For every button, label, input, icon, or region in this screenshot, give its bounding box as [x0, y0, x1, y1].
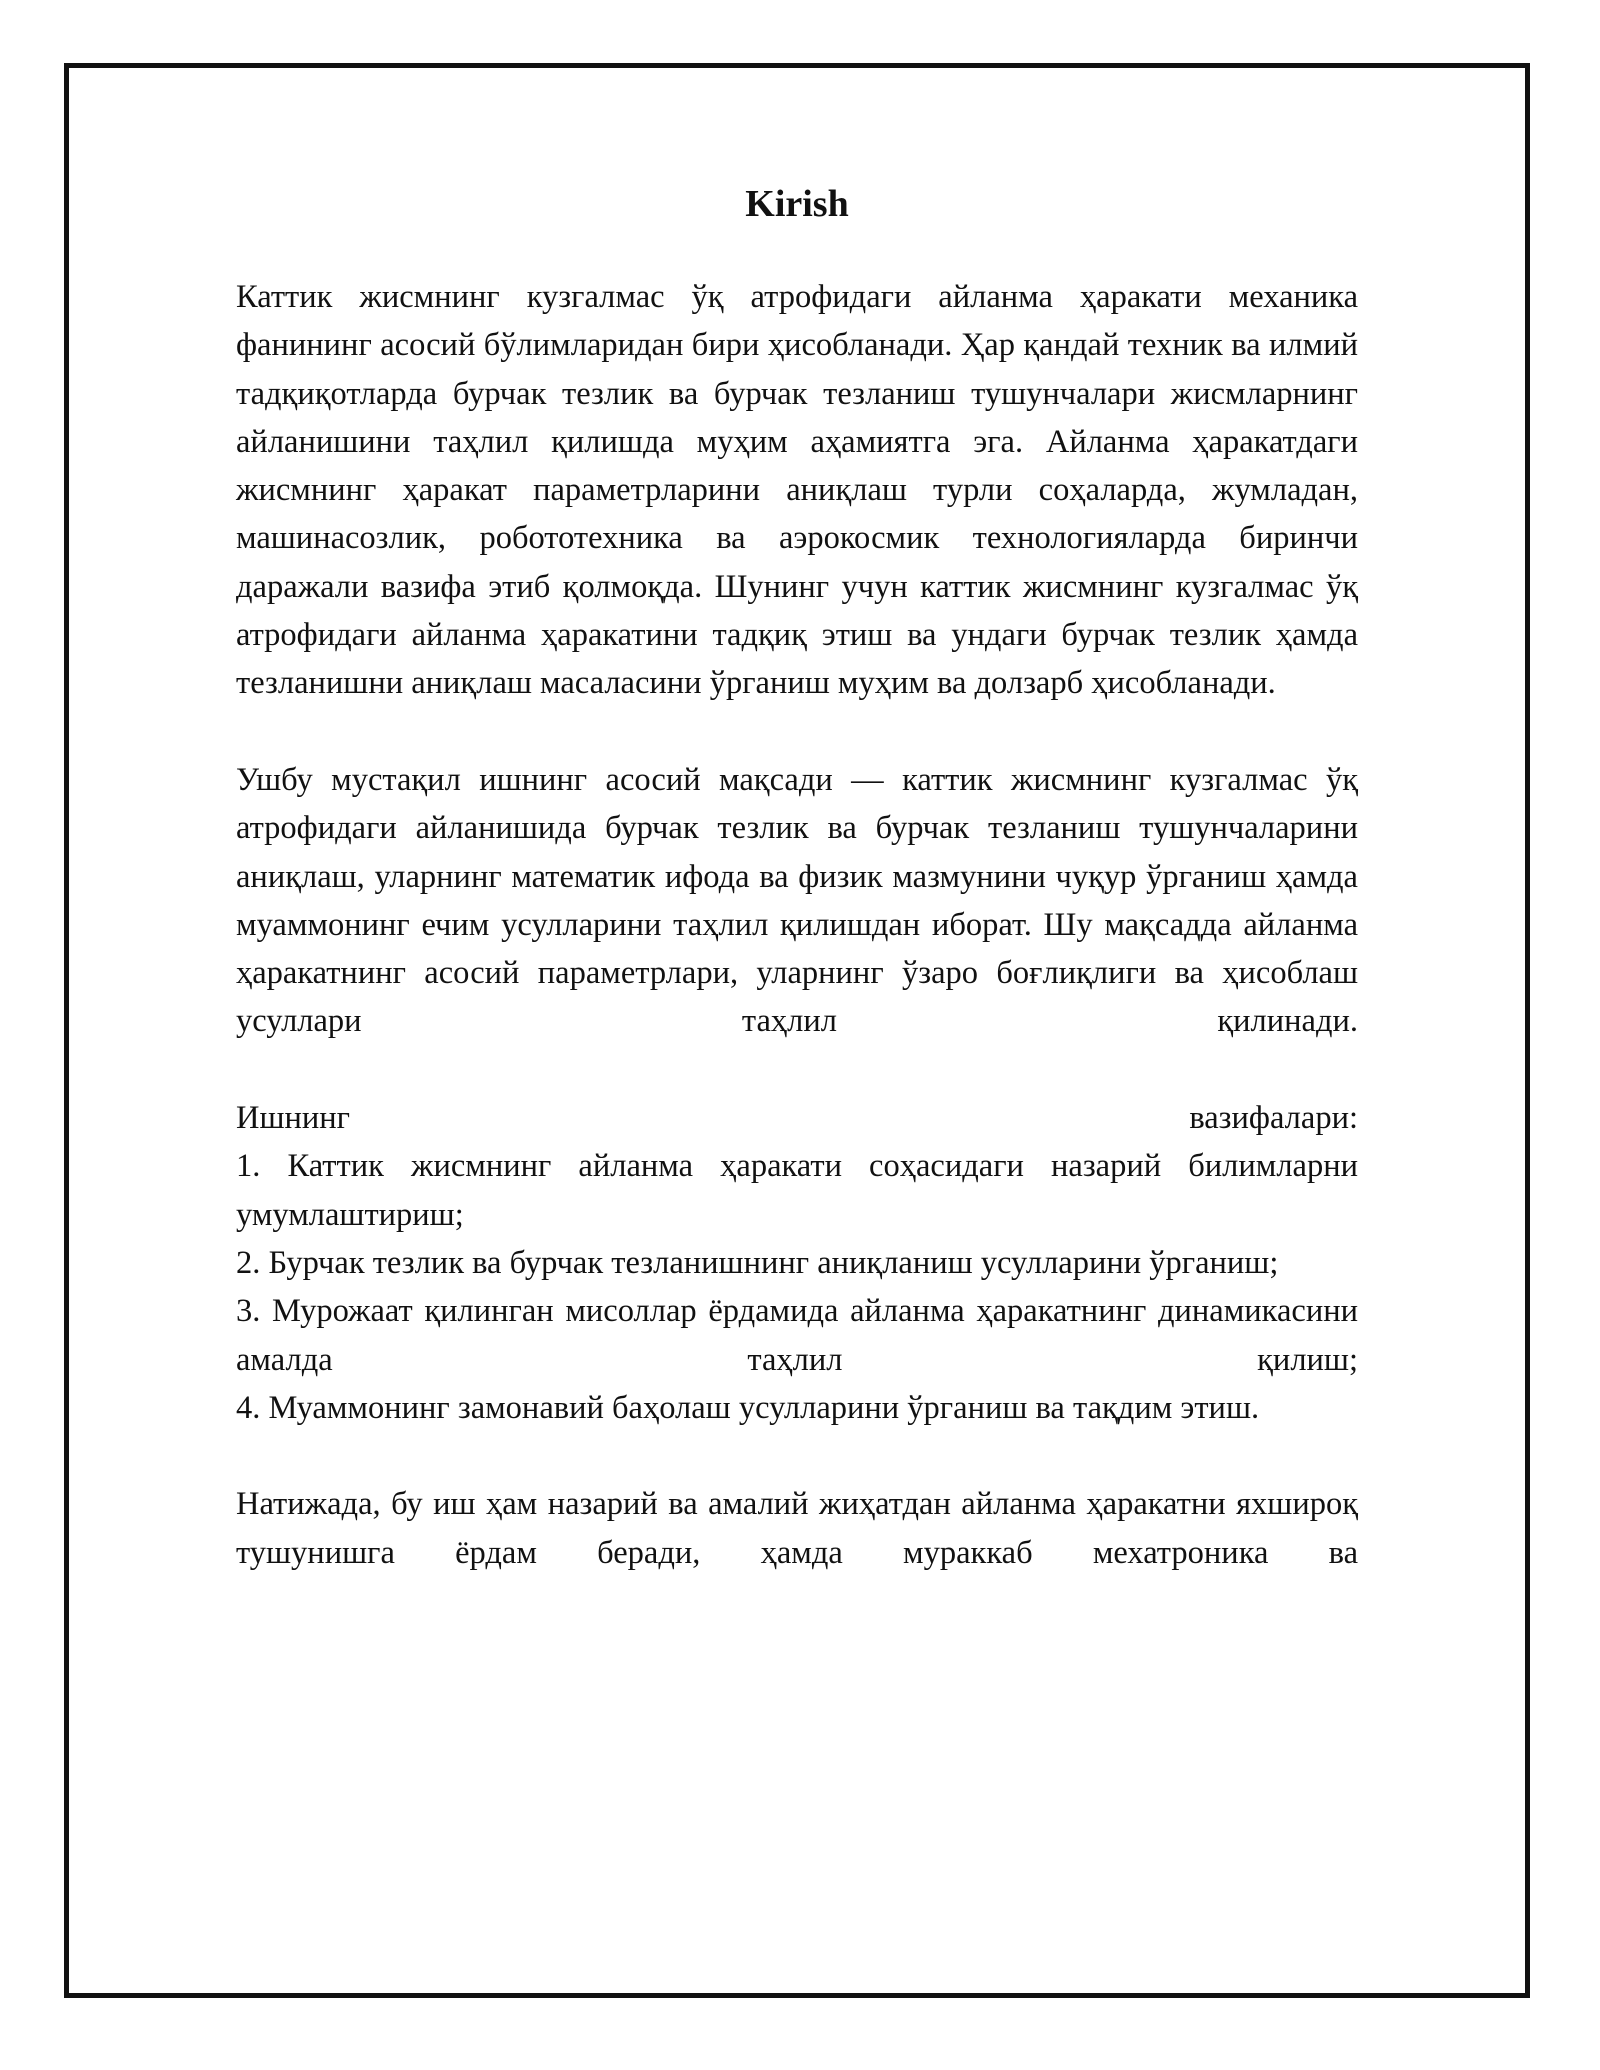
paragraph-conclusion: Натижада, бу иш ҳам назарий ва амалий жиҳатдан айланма ҳаракатни яхшироқ тушунишга ёрдам беради, ҳамда мураккаб мехатроника ва: [236, 1486, 1358, 1571]
page-title: Kirish: [745, 183, 849, 225]
tasks-heading: Ишнинг вазифалари:: [236, 1100, 1358, 1137]
task-item-4: 4. Муаммонинг замонавий баҳолаш усулларини ўрганиш ва тақдим этиш.: [236, 1389, 1260, 1426]
paragraph-introduction: Каттик жисмнинг кузгалмас ўқ атрофидаги айланма ҳаракати механика фанининг асосий бўлимларидан бири ҳисобланади. Ҳар қандай техник ва илмий тадқиқотларда бурчак тезлик ва бурчак тезланиш тушунчалари жисмларнинг айланишини таҳлил қилишда муҳим аҳамиятга эга. Айланма ҳаракатдаги жисмнинг ҳаракат параметрларини аниқлаш турли соҳаларда, жумладан, машинасозлик, робототехника ва аэрокосмик технологияларда биринчи даражали вазифа этиб қолмоқда. Шунинг учун каттик жисмнинг кузгалмас ўқ атрофидаги айланма ҳаракатини тадқиқ этиш ва ундаги бурчак тезлик ҳамда тезланишни аниқлаш масаласини ўрганиш муҳим ва долзарб ҳисобланади.: [236, 279, 1358, 702]
paragraph-goal: Ушбу мустақил ишнинг асосий мақсади — каттик жисмнинг кузгалмас ўқ атрофидаги айланишида бурчак тезлик ва бурчак тезланиш тушунчаларини аниқлаш, уларнинг математик ифода ва физик мазмунини чуқур ўрганиш ҳамда муаммонинг ечим усулларини таҳлил қилишдан иборат. Шу мақсадда айланма ҳаракатнинг асосий параметрлари, уларнинг ўзаро боғлиқлиги ва ҳисоблаш усуллари таҳлил қилинади.: [236, 761, 1358, 1040]
task-item-3: 3. Мурожаат қилинган мисоллар ёрдамида айланма ҳаракатнинг динамикасини амалда таҳлил қилиш;: [236, 1293, 1358, 1378]
tasks-list: [236, 1094, 1358, 1432]
task-item-1: 1. Каттик жисмнинг айланма ҳаракати соҳасидаги назарий билимларни умумлаштириш;: [236, 1148, 1358, 1233]
document-body: [236, 180, 1358, 1625]
task-item-2: 2. Бурчак тезлик ва бурчак тезланишнинг аниқланиш усулларини ўрганиш;: [236, 1244, 1279, 1281]
